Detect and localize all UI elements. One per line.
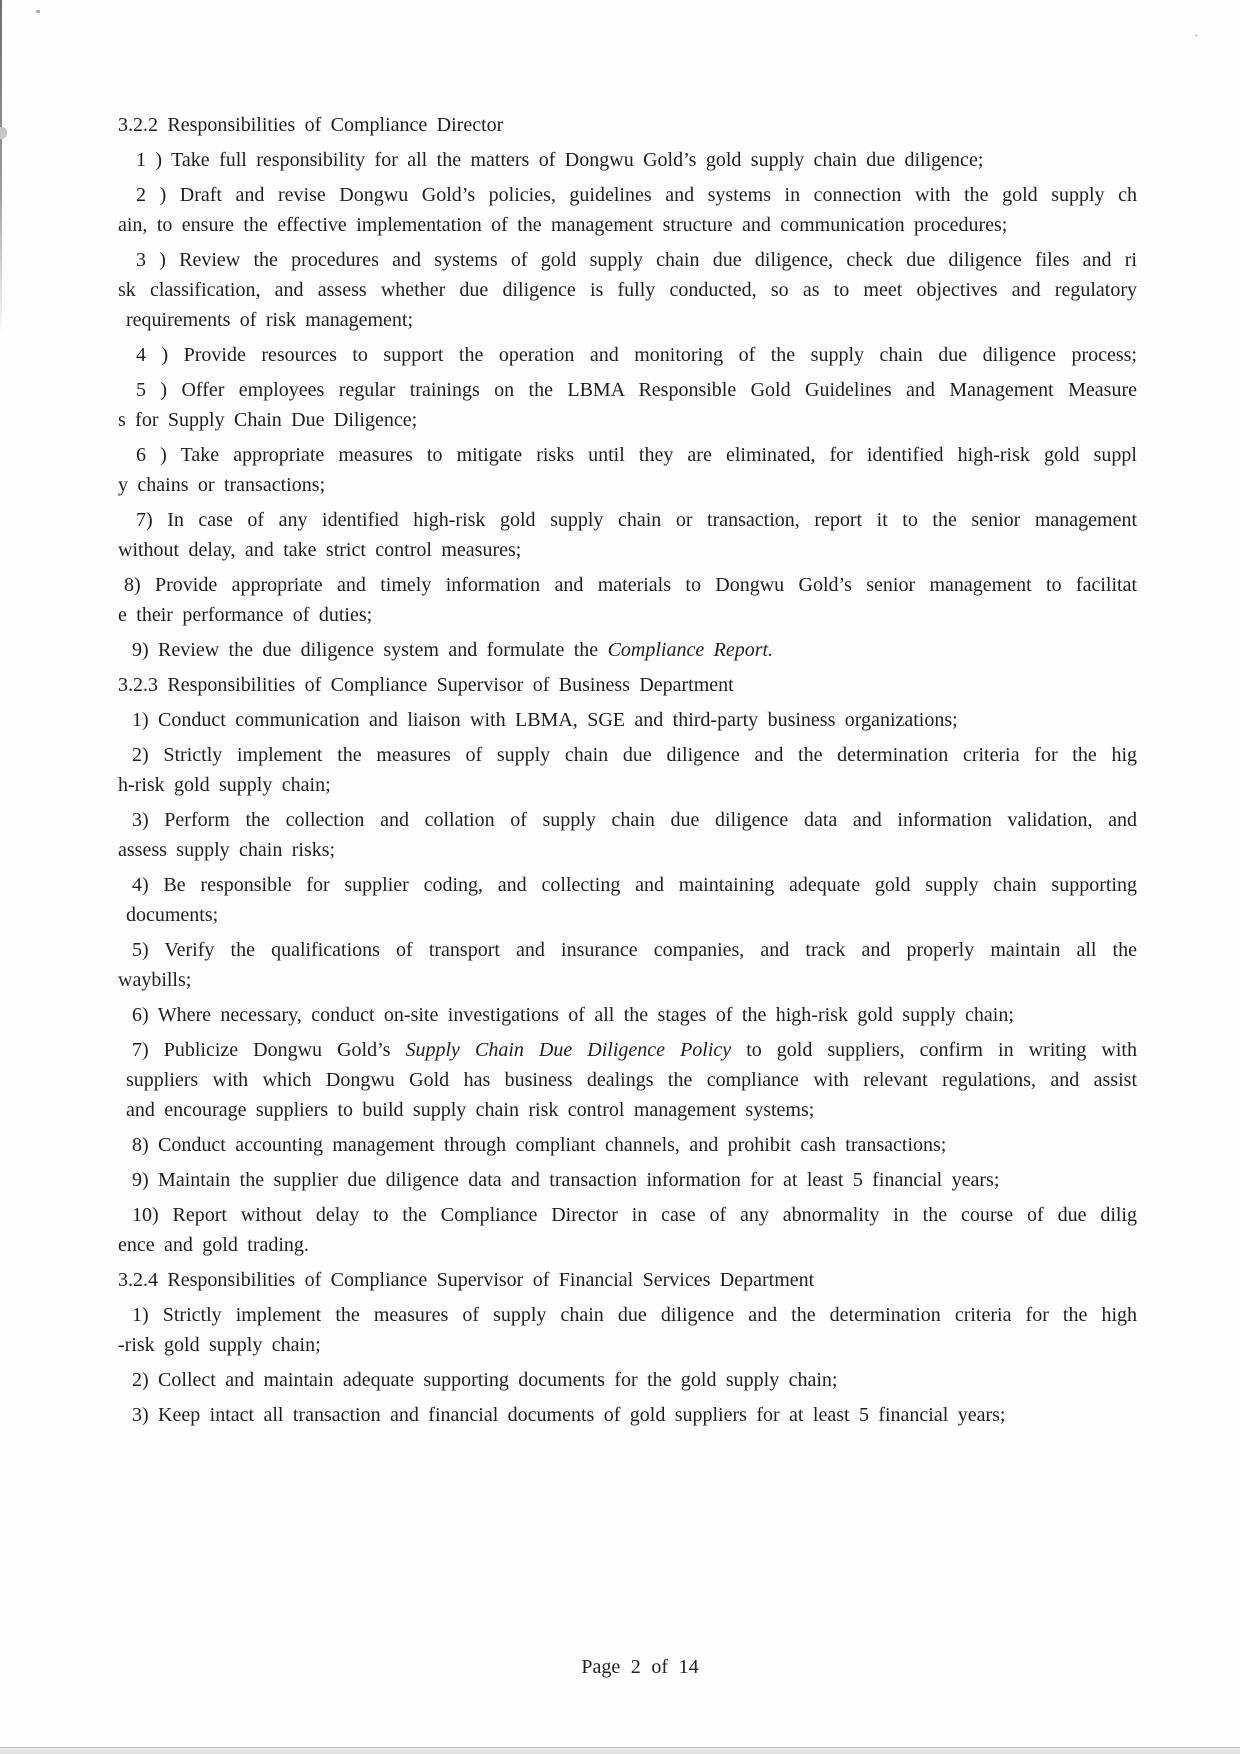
item-3-2-3-9 [118, 1165, 1137, 1195]
text-line [118, 275, 1137, 305]
text-line [118, 740, 1137, 770]
text-line [118, 145, 1137, 175]
text-line [118, 600, 1137, 630]
page-footer [40, 1652, 1240, 1682]
heading-3-2-2 [118, 110, 1137, 140]
text-line [118, 340, 1137, 370]
italic-text: Supply Chain Due Diligence Policy [405, 1039, 732, 1061]
item-3-2-2-7 [118, 505, 1137, 565]
text-line [118, 210, 1137, 240]
text: 6 ) Take appropriate measures to mitigate risks until they are eliminated, for identified high-risk gold suppl [136, 444, 1137, 466]
text-line [118, 1300, 1137, 1330]
text-line [118, 570, 1137, 600]
text: s for Supply Chain Due Diligence; [118, 409, 418, 431]
text: 1 ) Take full responsibility for all the matters of Dongwu Gold’s gold supply chain due diligence; [136, 149, 984, 171]
text: to gold suppliers, confirm in writing with [731, 1039, 1137, 1061]
italic-text: Compliance Report. [607, 639, 774, 661]
item-3-2-3-2 [118, 740, 1137, 800]
text: without delay, and take strict control measures; [118, 539, 522, 561]
heading-line [118, 1265, 1137, 1295]
text: 3 ) Review the procedures and systems of gold supply chain due diligence, check due diligence files and ri [136, 249, 1137, 271]
text-line [118, 440, 1137, 470]
text-line [118, 705, 1137, 735]
text: 5) Verify the qualifications of transport and insurance companies, and track and properly maintain all the [132, 939, 1137, 961]
item-3-2-3-10 [118, 1200, 1137, 1260]
text-line [118, 935, 1137, 965]
text-line [118, 1095, 1137, 1125]
text: 9) Review the due diligence system and formulate the [132, 639, 608, 661]
item-3-2-3-1 [118, 705, 1137, 735]
text-line [118, 535, 1137, 565]
text: assess supply chain risks; [118, 839, 336, 861]
text: ence and gold trading. [118, 1234, 309, 1256]
item-3-2-4-1 [118, 1300, 1137, 1360]
text-line [118, 1230, 1137, 1260]
item-3-2-2-5 [118, 375, 1137, 435]
heading-3-2-4 [118, 1265, 1137, 1295]
item-3-2-2-3 [118, 245, 1137, 335]
page-number-text: Page 2 of 14 [581, 1656, 699, 1678]
text-line [118, 900, 1137, 930]
text-line [118, 770, 1137, 800]
text: documents; [126, 904, 219, 926]
text-line [118, 1035, 1137, 1065]
text: 2) Collect and maintain adequate supporting documents for the gold supply chain; [132, 1369, 838, 1391]
text-line [118, 965, 1137, 995]
text-line [118, 1165, 1137, 1195]
text: 2) Strictly implement the measures of supply chain due diligence and the determination criteria for the hig [132, 744, 1137, 766]
scan-dot-artifact [36, 10, 40, 13]
scan-bottom-edge-artifact [0, 1747, 1240, 1754]
text-line [118, 305, 1137, 335]
item-3-2-3-5 [118, 935, 1137, 995]
text-line [118, 870, 1137, 900]
text: sk classification, and assess whether due diligence is fully conducted, so as to meet objectives and regulatory [118, 279, 1137, 301]
text: 3) Keep intact all transaction and financial documents of gold suppliers for at least 5 financial years; [132, 1404, 1006, 1426]
item-3-2-2-1 [118, 145, 1137, 175]
text: 8) Conduct accounting management through compliant channels, and prohibit cash transactions; [132, 1134, 947, 1156]
text-line [118, 1400, 1137, 1430]
scan-left-edge-artifact [0, 0, 2, 335]
item-3-2-2-9 [118, 635, 1137, 665]
item-3-2-4-3 [118, 1400, 1137, 1430]
text: 10) Report without delay to the Compliance Director in case of any abnormality in the course of due dilig [132, 1204, 1137, 1226]
text: 3.2.3 Responsibilities of Compliance Supervisor of Business Department [118, 674, 734, 696]
text: suppliers with which Dongwu Gold has business dealings the compliance with relevant regulations, and assist [126, 1069, 1137, 1091]
text-line [118, 635, 1137, 665]
text-line [118, 505, 1137, 535]
text-line [118, 245, 1137, 275]
text: ain, to ensure the effective implementation of the management structure and communication procedures; [118, 214, 1008, 236]
text: and encourage suppliers to build supply chain risk control management systems; [126, 1099, 815, 1121]
text: y chains or transactions; [118, 474, 326, 496]
text: 7) In case of any identified high-risk gold supply chain or transaction, report it to the senior management [136, 509, 1137, 531]
text: waybills; [118, 969, 192, 991]
text-line [118, 835, 1137, 865]
text: 8) Provide appropriate and timely information and materials to Dongwu Gold’s senior management to facilitat [124, 574, 1137, 596]
item-3-2-2-2 [118, 180, 1137, 240]
document-content [118, 110, 1137, 1430]
scan-dot-right-artifact [1195, 34, 1198, 37]
item-3-2-3-3 [118, 805, 1137, 865]
text: 4 ) Provide resources to support the operation and monitoring of the supply chain due diligence process; [136, 344, 1137, 366]
text: 4) Be responsible for supplier coding, and collecting and maintaining adequate gold supply chain supporting [132, 874, 1137, 896]
text: 5 ) Offer employees regular trainings on the LBMA Responsible Gold Guidelines and Management Measure [136, 379, 1137, 401]
text-line [118, 1130, 1137, 1160]
text-line [118, 1330, 1137, 1360]
item-3-2-2-4 [118, 340, 1137, 370]
text-line [118, 405, 1137, 435]
text-line [118, 1065, 1137, 1095]
text-line [118, 375, 1137, 405]
text-line [118, 1365, 1137, 1395]
text-line [118, 805, 1137, 835]
item-3-2-3-8 [118, 1130, 1137, 1160]
text: 7) Publicize Dongwu Gold’s [132, 1039, 406, 1061]
text: 1) Conduct communication and liaison with LBMA, SGE and third-party business organizations; [132, 709, 958, 731]
text-line [118, 1000, 1137, 1030]
text: 3.2.4 Responsibilities of Compliance Supervisor of Financial Services Department [118, 1269, 815, 1291]
scan-left-blob-artifact [0, 127, 7, 139]
text: 3.2.2 Responsibilities of Compliance Director [118, 114, 504, 136]
text: requirements of risk management; [126, 309, 413, 331]
item-3-2-3-4 [118, 870, 1137, 930]
heading-line [118, 110, 1137, 140]
item-3-2-3-6 [118, 1000, 1137, 1030]
text: e their performance of duties; [118, 604, 373, 626]
text: 2 ) Draft and revise Dongwu Gold’s policies, guidelines and systems in connection with the gold supply ch [136, 184, 1137, 206]
item-3-2-2-6 [118, 440, 1137, 500]
text: -risk gold supply chain; [118, 1334, 321, 1356]
text: 1) Strictly implement the measures of supply chain due diligence and the determination criteria for the high [132, 1304, 1137, 1326]
item-3-2-4-2 [118, 1365, 1137, 1395]
text-line [118, 180, 1137, 210]
item-3-2-3-7 [118, 1035, 1137, 1125]
text: 6) Where necessary, conduct on-site investigations of all the stages of the high-risk gold supply chain; [132, 1004, 1014, 1026]
text-line [118, 1200, 1137, 1230]
heading-line [118, 670, 1137, 700]
heading-3-2-3 [118, 670, 1137, 700]
text: 3) Perform the collection and collation of supply chain due diligence data and information validation, and [132, 809, 1137, 831]
text-line [118, 470, 1137, 500]
text: h-risk gold supply chain; [118, 774, 331, 796]
item-3-2-2-8 [118, 570, 1137, 630]
text: 9) Maintain the supplier due diligence data and transaction information for at least 5 financial years; [132, 1169, 1000, 1191]
